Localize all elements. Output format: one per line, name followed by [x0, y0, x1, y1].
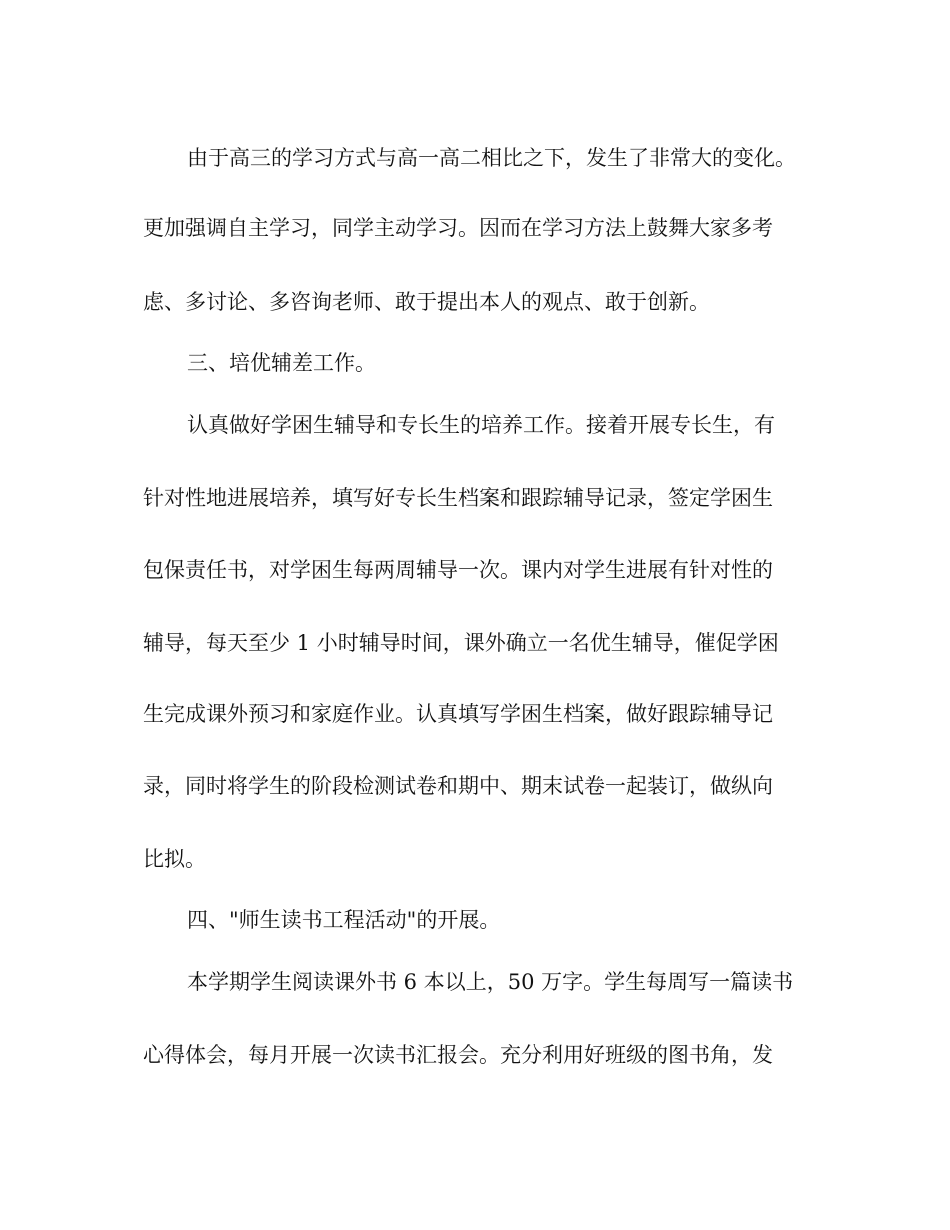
section-heading-4: 四、"师生读书工程活动"的开展。 — [187, 908, 501, 932]
paragraph-2-line-6: 录，同时将学生的阶段检测试卷和期中、期末试卷一起装订，做纵向 — [143, 774, 773, 798]
paragraph-2-line-4: 辅导，每天至少 1 小时辅导时间，课外确立一名优生辅导，催促学困 — [143, 631, 779, 655]
paragraph-1-line-2: 更加强调自主学习，同学主动学习。因而在学习方法上鼓舞大家多考 — [143, 216, 773, 240]
paragraph-2-line-5: 生完成课外预习和家庭作业。认真填写学困生档案，做好跟踪辅导记 — [143, 702, 773, 726]
paragraph-2-line-3: 包保责任书，对学困生每两周辅导一次。课内对学生进展有针对性的 — [143, 558, 773, 582]
paragraph-3-line-1: 本学期学生阅读课外书 6 本以上，50 万字。学生每周写一篇读书 — [187, 970, 794, 994]
paragraph-1-line-1: 由于高三的学习方式与高一高二相比之下，发生了非常大的变化。 — [187, 146, 796, 170]
paragraph-3-line-2: 心得体会，每月开展一次读书汇报会。充分利用好班级的图书角，发 — [143, 1043, 773, 1067]
paragraph-1-line-3: 虑、多讨论、多咨询老师、敢于提出本人的观点、敢于创新。 — [143, 290, 710, 314]
section-heading-3: 三、培优辅差工作。 — [187, 351, 376, 375]
paragraph-2-line-2: 针对性地进展培养，填写好专长生档案和跟踪辅导记录，签定学困生 — [143, 486, 773, 510]
paragraph-2-line-7: 比拟。 — [143, 847, 206, 871]
paragraph-2-line-1: 认真做好学困生辅导和专长生的培养工作。接着开展专长生，有 — [187, 413, 775, 437]
